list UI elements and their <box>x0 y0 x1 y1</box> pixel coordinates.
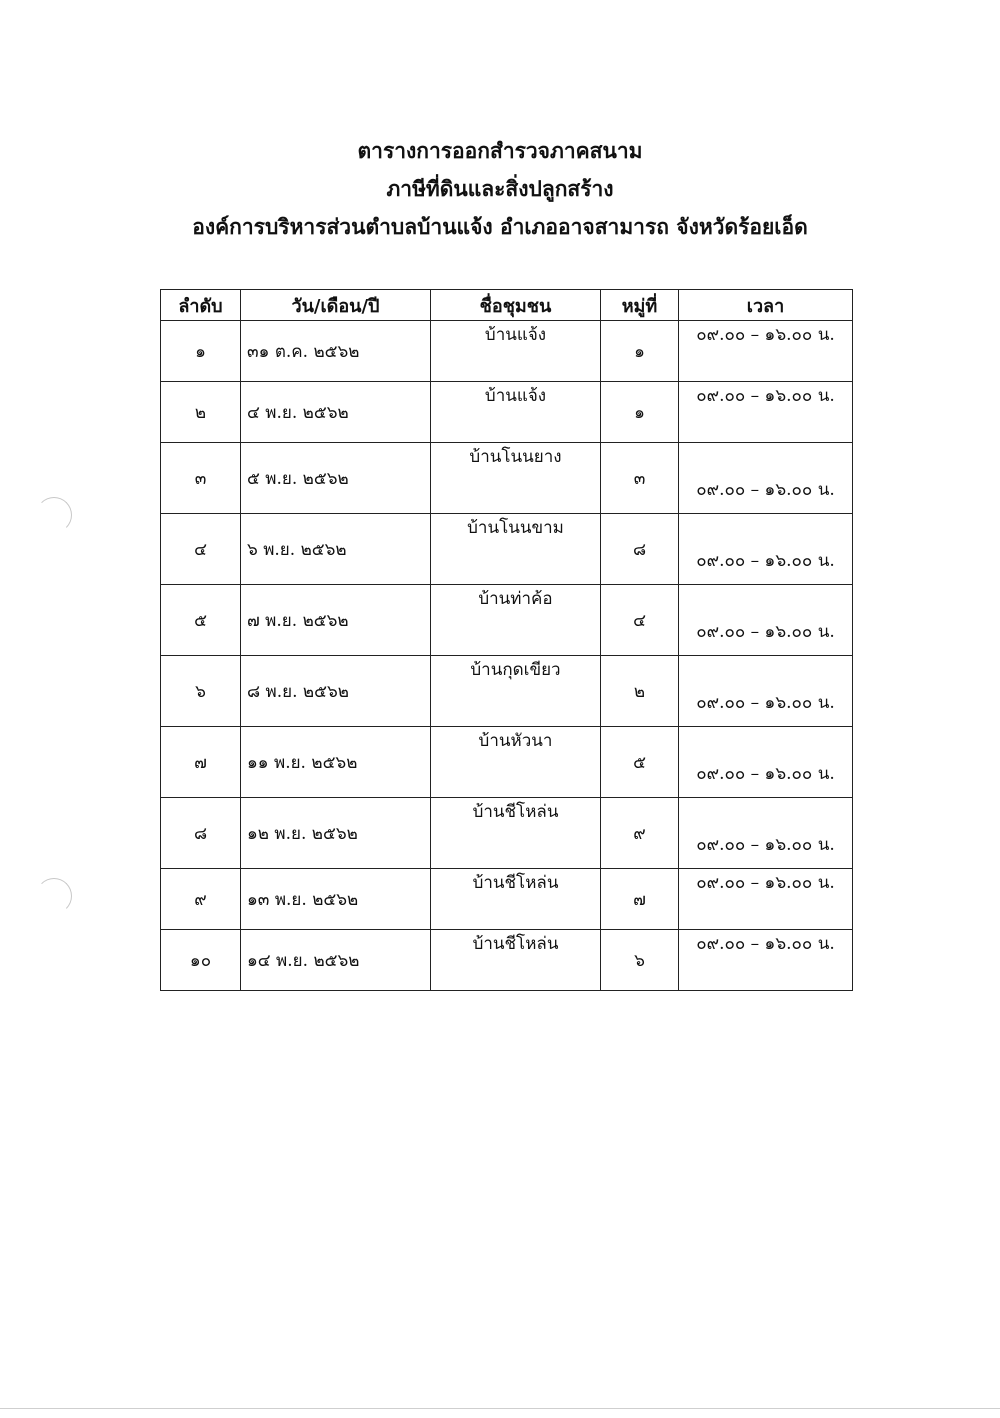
table-row <box>161 869 853 930</box>
survey-schedule-table <box>160 289 853 991</box>
table-row <box>161 656 853 727</box>
cell-moo: ๑ <box>601 321 679 382</box>
cell-date: ๗ พ.ย. ๒๕๖๒ <box>241 585 431 656</box>
cell-time: ๐๙.๐๐ – ๑๖.๐๐ น. <box>679 869 853 930</box>
cell-community: บ้านแจ้ง <box>431 382 601 443</box>
cell-community: บ้านชีโหล่น <box>431 798 601 869</box>
cell-date: ๑๓ พ.ย. ๒๕๖๒ <box>241 869 431 930</box>
cell-time: ๐๙.๐๐ – ๑๖.๐๐ น. <box>679 930 853 991</box>
header-community: ชื่อชุมชน <box>431 290 601 321</box>
cell-moo: ๘ <box>601 514 679 585</box>
cell-no: ๒ <box>161 382 241 443</box>
table-row <box>161 382 853 443</box>
cell-date: ๑๑ พ.ย. ๒๕๖๒ <box>241 727 431 798</box>
cell-time: ๐๙.๐๐ – ๑๖.๐๐ น. <box>679 321 853 382</box>
title-line-3: องค์การบริหารส่วนตำบลบ้านแจ้ง อำเภออาจสามารถ จังหวัดร้อยเอ็ด <box>192 214 808 239</box>
cell-no: ๘ <box>161 798 241 869</box>
punch-hole-mark-lower <box>36 878 72 914</box>
cell-community: บ้านชีโหล่น <box>431 869 601 930</box>
document-heading <box>0 132 1000 246</box>
header-date: วัน/เดือน/ปี <box>241 290 431 321</box>
header-time: เวลา <box>679 290 853 321</box>
table-row <box>161 443 853 514</box>
cell-no: ๓ <box>161 443 241 514</box>
cell-date: ๘ พ.ย. ๒๕๖๒ <box>241 656 431 727</box>
cell-community: บ้านหัวนา <box>431 727 601 798</box>
cell-no: ๕ <box>161 585 241 656</box>
table-row <box>161 930 853 991</box>
title-line-2: ภาษีที่ดินและสิ่งปลูกสร้าง <box>386 176 614 201</box>
cell-moo: ๒ <box>601 656 679 727</box>
cell-date: ๖ พ.ย. ๒๕๖๒ <box>241 514 431 585</box>
cell-date: ๑๔ พ.ย. ๒๕๖๒ <box>241 930 431 991</box>
cell-time: ๐๙.๐๐ – ๑๖.๐๐ น. <box>679 585 853 656</box>
cell-no: ๔ <box>161 514 241 585</box>
cell-date: ๓๑ ต.ค. ๒๕๖๒ <box>241 321 431 382</box>
cell-time: ๐๙.๐๐ – ๑๖.๐๐ น. <box>679 727 853 798</box>
cell-no: ๑ <box>161 321 241 382</box>
cell-time: ๐๙.๐๐ – ๑๖.๐๐ น. <box>679 382 853 443</box>
cell-community: บ้านแจ้ง <box>431 321 601 382</box>
header-moo: หมู่ที่ <box>601 290 679 321</box>
cell-moo: ๖ <box>601 930 679 991</box>
table-row <box>161 321 853 382</box>
cell-moo: ๔ <box>601 585 679 656</box>
cell-time: ๐๙.๐๐ – ๑๖.๐๐ น. <box>679 656 853 727</box>
table-row <box>161 514 853 585</box>
cell-no: ๗ <box>161 727 241 798</box>
cell-moo: ๗ <box>601 869 679 930</box>
cell-community: บ้านชีโหล่น <box>431 930 601 991</box>
cell-date: ๑๒ พ.ย. ๒๕๖๒ <box>241 798 431 869</box>
cell-time: ๐๙.๐๐ – ๑๖.๐๐ น. <box>679 798 853 869</box>
cell-moo: ๕ <box>601 727 679 798</box>
table-row <box>161 798 853 869</box>
cell-community: บ้านโนนขาม <box>431 514 601 585</box>
cell-date: ๕ พ.ย. ๒๕๖๒ <box>241 443 431 514</box>
table-row <box>161 585 853 656</box>
table-header-row <box>161 290 853 321</box>
cell-community: บ้านท่าค้อ <box>431 585 601 656</box>
cell-time: ๐๙.๐๐ – ๑๖.๐๐ น. <box>679 443 853 514</box>
cell-no: ๙ <box>161 869 241 930</box>
cell-time: ๐๙.๐๐ – ๑๖.๐๐ น. <box>679 514 853 585</box>
cell-no: ๖ <box>161 656 241 727</box>
cell-no: ๑๐ <box>161 930 241 991</box>
header-no: ลำดับ <box>161 290 241 321</box>
cell-moo: ๓ <box>601 443 679 514</box>
cell-moo: ๙ <box>601 798 679 869</box>
cell-community: บ้านโนนยาง <box>431 443 601 514</box>
cell-date: ๔ พ.ย. ๒๕๖๒ <box>241 382 431 443</box>
table-row <box>161 727 853 798</box>
punch-hole-mark-upper <box>36 497 72 533</box>
cell-moo: ๑ <box>601 382 679 443</box>
scan-edge-line <box>0 1408 1000 1409</box>
cell-community: บ้านกุดเขียว <box>431 656 601 727</box>
title-line-1: ตารางการออกสำรวจภาคสนาม <box>357 138 643 163</box>
